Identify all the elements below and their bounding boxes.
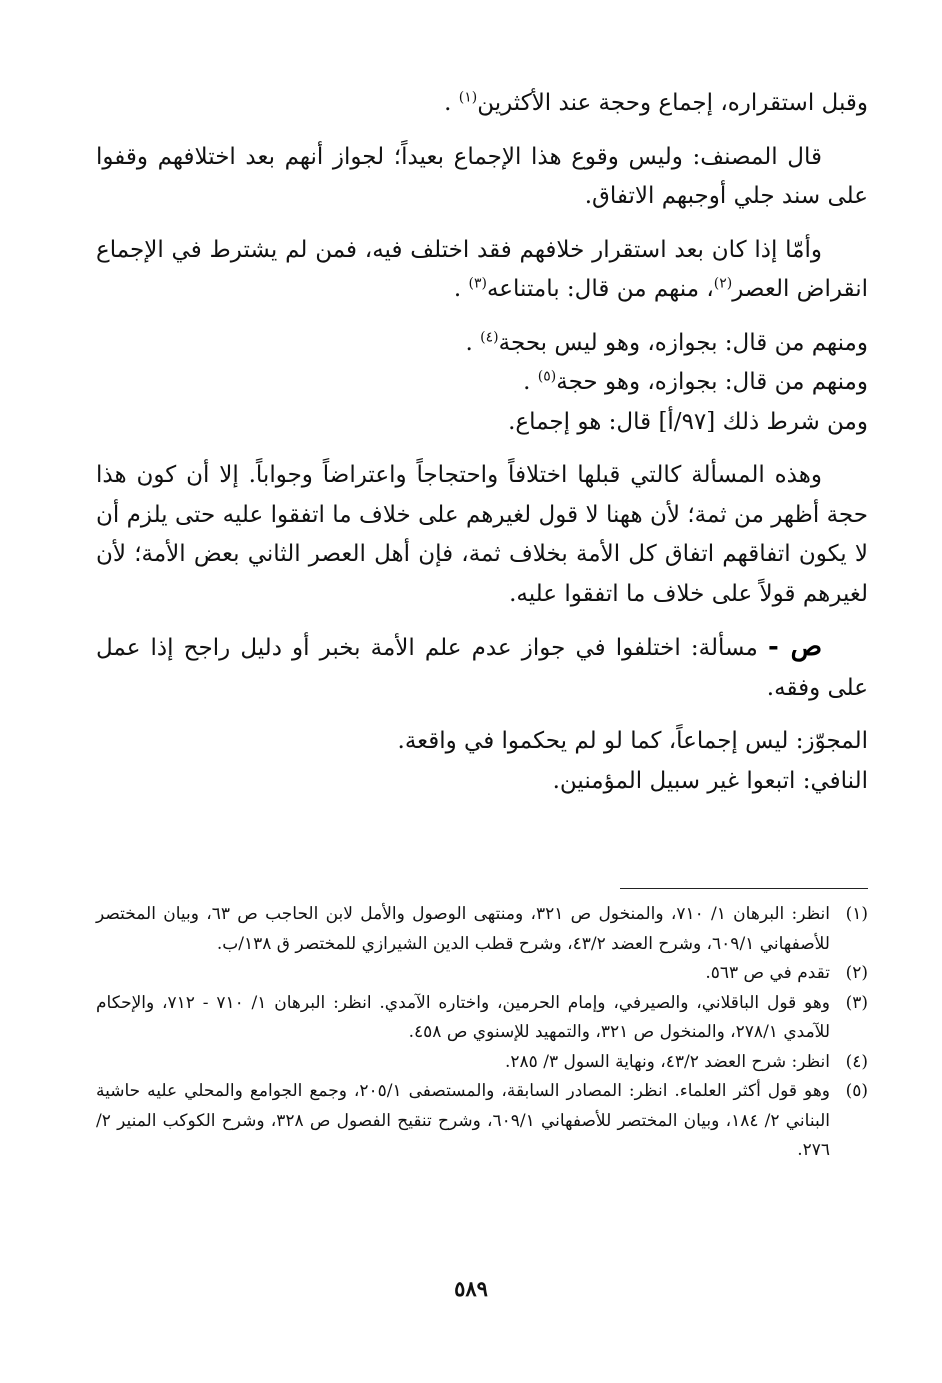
footnote-number: (١)	[845, 904, 868, 924]
paragraph-10: النافي: اتبعوا غير سبيل المؤمنين.	[552, 767, 868, 794]
paragraph-6: ومن شرط ذلك [٩٧/أ] قال: هو إجماع.	[508, 408, 868, 435]
footnote-number: (٢)	[845, 963, 868, 983]
footnote-number: (٤)	[845, 1051, 868, 1072]
footnote-2	[96, 959, 868, 989]
footnote-text: انظر: البرهان ١/ ٧١٠، والمنخول ص ٣٢١، ومنتهى الوصول والأمل لابن الحاجب ص ٦٣، وبيان المختصر للأصفهاني ٦٠٩/١، وشرح العضد ٤٣/٢، وشرح قطب الدين الشيرازي للمختصر ق ١٣٨/ب.	[96, 904, 830, 954]
footnote-ref-4[interactable]: (٤)	[480, 328, 499, 345]
footnote-ref-5[interactable]: (٥)	[537, 368, 557, 385]
main-text	[96, 84, 868, 801]
footnote-text: انظر: شرح العضد ٤٣/٢، ونهاية السول ٣/ ٢٨٥.	[504, 1051, 830, 1072]
paragraph-2: قال المصنف: وليس وقوع هذا الإجماع بعيداً؛ لجواز أنهم بعد اختلافهم وقفوا على سند جلي أوجبهم الاتفاق.	[96, 143, 868, 209]
footnotes	[96, 900, 868, 1166]
paragraph-7: وهذه المسألة كالتي قبلها اختلافاً واحتجاجاً واعتراضاً وجواباً. إلا أن كون هذا حجة أظهر من ثمة؛ لأن ههنا لا قول لغيرهم على خلاف ما اتفقوا عليه حتى يلزم أن لا يكون اتفاقهم اتفاق كل الأمة بخلاف ثمة، فإن أهل العصر الثاني بعض الأمة؛ لأن لغيرهم قولاً على خلاف ما اتفقوا عليه.	[96, 462, 868, 607]
section-mark: ص -	[767, 632, 823, 662]
footnote-number: (٣)	[845, 992, 868, 1013]
footnote-text: وهو قول أكثر العلماء. انظر: المصادر السابقة، والمستصفى ٢٠٥/١، وجمع الجوامع والمحلي عليه حاشية البناني ٢/ ١٨٤، وبيان المختصر للأصفهاني ٦٠٩/١، وشرح تنقيح الفصول ص ٣٢٨، وشرح الكوكب المنير ٢/ ٢٧٦.	[96, 1081, 830, 1160]
footnote-ref-1[interactable]: (١)	[458, 89, 478, 106]
footnote-number: (٥)	[845, 1081, 868, 1101]
footnote-ref-3[interactable]: (٣)	[468, 275, 487, 292]
paragraph-4: ومنهم من قال: بجوازه، وهو ليس بحجة$^{(٤)}$ .	[465, 328, 868, 356]
paragraph-5: ومنهم من قال: بجوازه، وهو حجة$^{(٥)}$ .	[523, 368, 868, 395]
page-number: ٥٨٩	[454, 1276, 488, 1301]
paragraph-8: ص - مسألة: اختلفوا في جواز عدم علم الأمة بخبر أو دليل راجح إذا عمل على وفقه.	[96, 632, 868, 701]
footnote-ref-2[interactable]: (٢)	[713, 275, 733, 292]
paragraph-9: المجوّز: ليس إجماعاً، كما لو لم يحكموا في واقعة.	[397, 728, 868, 754]
paragraph-1: وقبل استقراره، إجماع وحجة عند الأكثرين$^{(١)}$ .	[444, 89, 868, 116]
footnote-text: وهو قول الباقلاني، والصيرفي، وإمام الحرمين، واختاره الآمدي. انظر: البرهان ١/ ٧١٠ - ٧١٢، والإحكام للآمدي ٢٧٨/١، والمنخول ص ٣٢١، والتمهيد للإسنوي ص ٤٥٨.	[96, 992, 830, 1042]
footnote-5	[96, 1077, 868, 1166]
paragraph-3: وأمّا إذا كان بعد استقرار خلافهم فقد اختلف فيه، فمن لم يشترط في الإجماع انقراض العصر$^{(٢)}$، منهم من قال: بامتناعه$^{(٣)}$ .	[96, 236, 868, 302]
footnote-4	[96, 1048, 868, 1078]
footnote-divider	[620, 888, 868, 889]
footnote-3	[96, 989, 868, 1048]
footnote-text: تقدم في ص ٥٦٣.	[705, 963, 830, 983]
footnote-1	[96, 900, 868, 959]
